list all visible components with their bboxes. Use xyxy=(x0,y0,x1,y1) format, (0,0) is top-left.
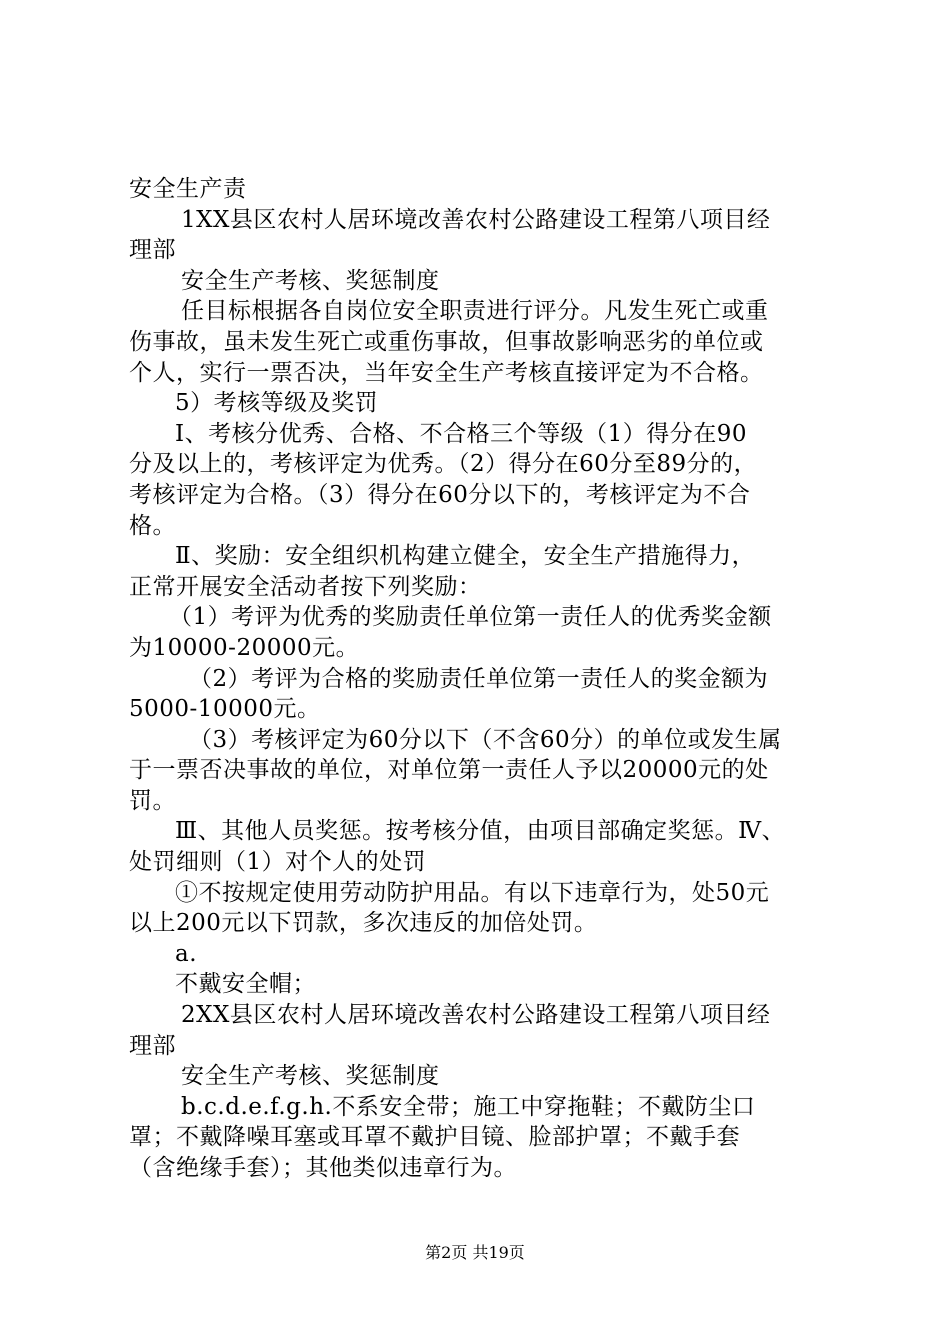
text-line: 2XX县区农村人居环境改善农村公路建设工程第八项目经 xyxy=(181,1002,771,1029)
text-line: ①不按规定使用劳动防护用品。有以下违章行为，处50元 xyxy=(175,879,770,906)
text-line: 5000-10000元。 xyxy=(129,696,321,723)
page-number-footer: 第2页 共19页 xyxy=(425,1243,525,1262)
text-line: 格。 xyxy=(129,512,176,539)
text-line: 伤事故，虽未发生死亡或重伤事故，但事故影响恶劣的单位或 xyxy=(129,328,764,355)
text-line: 罩；不戴降噪耳塞或耳罩不戴护目镜、脸部护罩；不戴手套 xyxy=(129,1124,740,1151)
text-line: Ⅱ、奖励：安全组织机构建立健全，安全生产措施得力， xyxy=(175,543,756,570)
text-line: Ⅲ、其他人员奖惩。按考核分值，由项目部确定奖惩。Ⅳ、 xyxy=(175,818,786,845)
text-line: 正常开展安全活动者按下列奖励： xyxy=(129,573,482,600)
text-line: 安全生产责 xyxy=(129,176,247,202)
text-line: Ⅰ、考核分优秀、合格、不合格三个等级（1）得分在90 xyxy=(175,420,747,447)
text-line: 不戴安全帽； xyxy=(175,971,316,998)
document-body xyxy=(129,174,833,1184)
section-heading: 安全生产考核、奖惩制度 xyxy=(181,267,440,294)
text-line: 罚。 xyxy=(129,787,176,814)
subsection-heading: 5）考核等级及奖罚 xyxy=(175,390,379,417)
text-line: 理部 xyxy=(129,237,176,264)
section-heading: 安全生产考核、奖惩制度 xyxy=(181,1063,440,1090)
text-line: 处罚细则（1）对个人的处罚 xyxy=(129,849,427,876)
text-line: b.c.d.e.f.g.h.不系安全带；施工中穿拖鞋；不戴防尘口 xyxy=(181,1093,756,1120)
text-line: 1XX县区农村人居环境改善农村公路建设工程第八项目经 xyxy=(181,206,771,233)
text-line: 于一票否决事故的单位，对单位第一责任人予以20000元的处 xyxy=(129,757,769,784)
text-line: 以上200元以下罚款，多次违反的加倍处罚。 xyxy=(129,910,598,937)
text-line: （含绝缘手套）；其他类似违章行为。 xyxy=(129,1155,517,1181)
text-line: 分及以上的，考核评定为优秀。（2）得分在60分至89分的， xyxy=(129,451,758,478)
text-line: 理部 xyxy=(129,1032,176,1059)
text-line: a. xyxy=(175,940,198,967)
text-line: 任目标根据各自岗位安全职责进行评分。凡发生死亡或重 xyxy=(181,298,769,325)
text-line: （1）考评为优秀的奖励责任单位第一责任人的优秀奖金额 xyxy=(169,604,772,631)
text-line: （3）考核评定为60分以下（不含60分）的单位或发生属 xyxy=(189,726,782,753)
text-line: 考核评定为合格。（3）得分在60分以下的，考核评定为不合 xyxy=(129,481,751,508)
text-line: 个人，实行一票否决，当年安全生产考核直接评定为不合格。 xyxy=(129,359,764,386)
text-line: 为10000-20000元。 xyxy=(129,634,360,661)
text-line: （2）考评为合格的奖励责任单位第一责任人的奖金额为 xyxy=(189,665,769,692)
